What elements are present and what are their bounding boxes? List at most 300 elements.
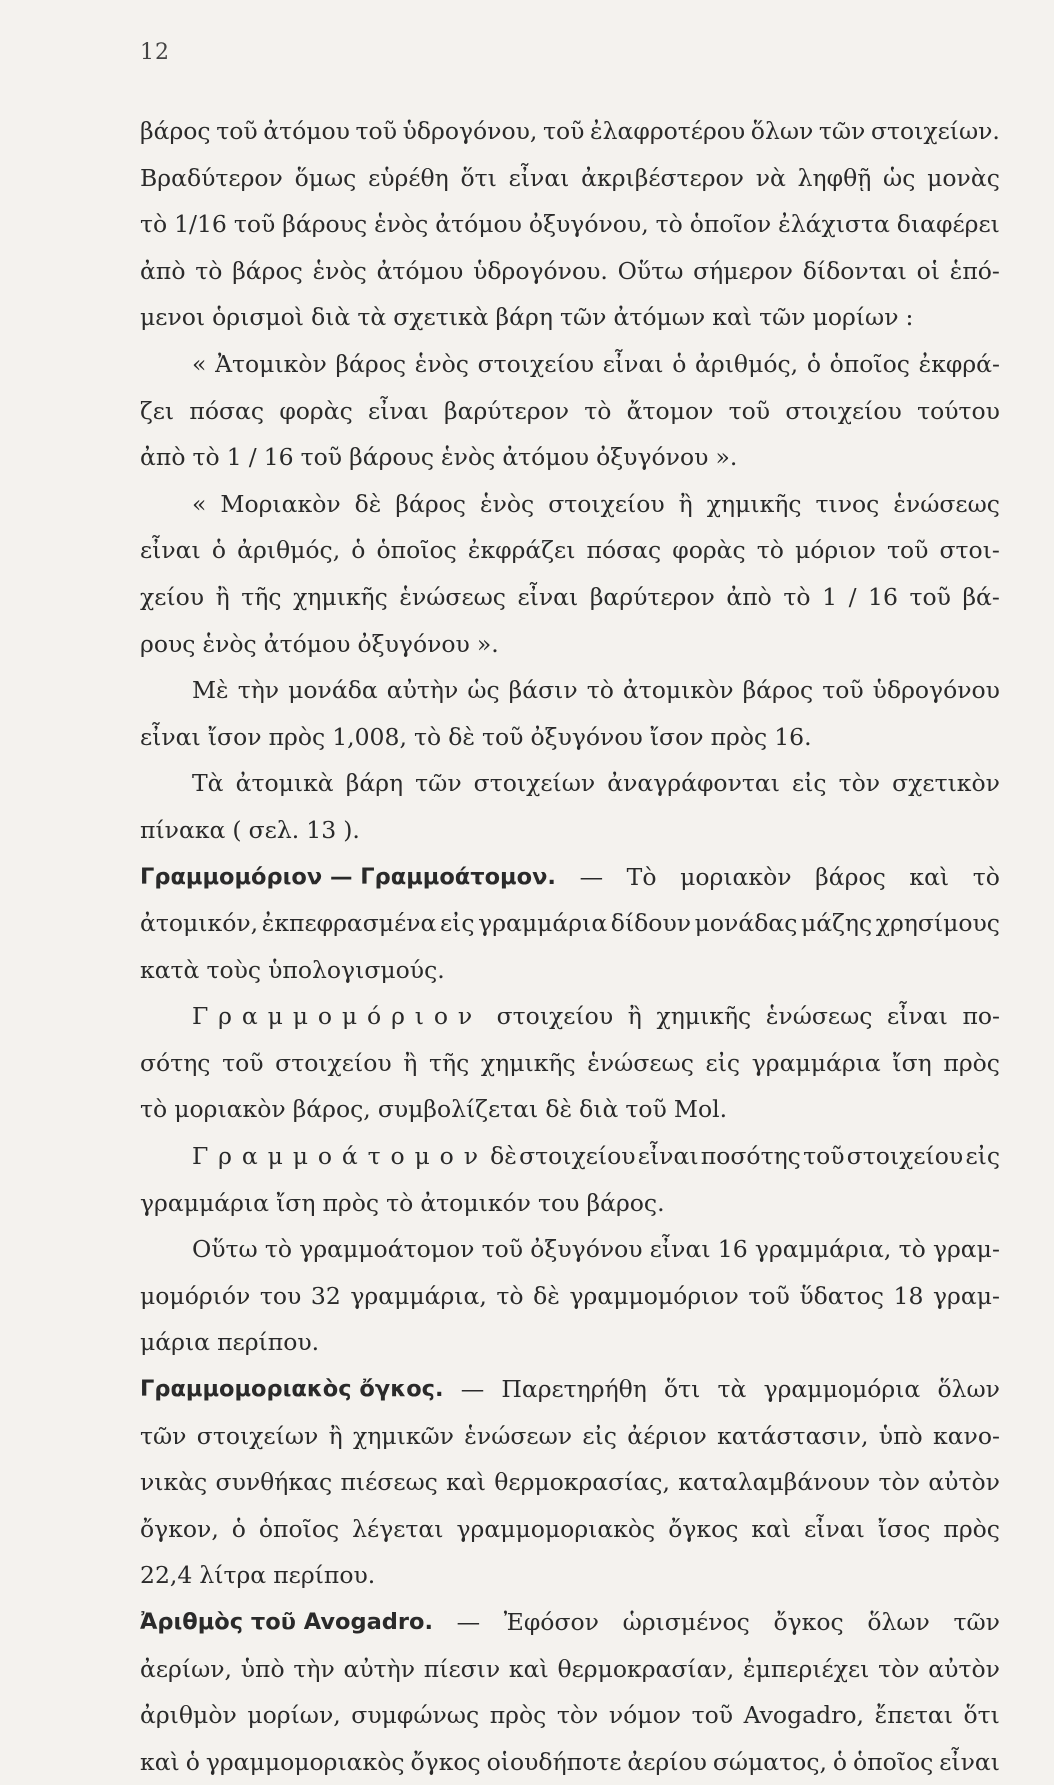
word: ὡρισμένος: [622, 1608, 750, 1636]
word: ἀτόμου: [263, 117, 350, 145]
word: ὅλων: [750, 117, 814, 145]
word: ».: [715, 443, 738, 472]
text-line: [140, 1506, 1000, 1553]
word: συμβολίζεται: [377, 1095, 539, 1124]
word: 1,008,: [332, 722, 407, 751]
word: βαρύτερον: [444, 396, 570, 425]
word: καὶ: [751, 1514, 792, 1543]
word: μάζης: [800, 909, 873, 938]
word: 1/16: [174, 210, 227, 239]
word: ὑδρογόνου.: [473, 256, 608, 285]
word: εἶναι: [140, 722, 201, 751]
spaced-term: Γραμμομόριον: [192, 1002, 483, 1031]
bold-heading: Γραμμομόριον — Γραμμοάτομον.: [140, 863, 556, 890]
word: αὐτὸν: [928, 1468, 1000, 1497]
word: 1: [822, 582, 838, 611]
word: στοι-: [939, 536, 1000, 565]
word: ὁποῖος: [376, 536, 457, 565]
word: αὐτὴν: [343, 1654, 416, 1683]
word: χημικῆς: [293, 582, 388, 611]
word: καὶ: [508, 1654, 549, 1683]
word: Μὲ: [192, 676, 229, 705]
word: ἀπὸ: [140, 443, 186, 472]
word: καὶ: [446, 1468, 486, 1497]
word: εἶναι: [602, 349, 664, 378]
word: σχετικὰ: [393, 303, 489, 332]
word: καταλαμβάνουν: [678, 1468, 871, 1497]
word: τοῦ: [542, 117, 585, 145]
word: ὑπὸ: [878, 1421, 923, 1450]
word: ἔπεται: [874, 1701, 953, 1730]
text-line: [140, 1459, 1000, 1506]
word: γραμ-: [932, 1235, 1000, 1264]
word: βαρύτερον: [589, 582, 715, 611]
word: ὀξυγόνου,: [528, 210, 649, 239]
text-line: [140, 1599, 1000, 1646]
word: Τὰ: [192, 769, 224, 798]
word: εἶναι: [939, 1747, 1000, 1776]
word: Βραδύτερον: [140, 163, 283, 192]
word: ἑνὸς: [312, 256, 367, 285]
word: μονὰς: [927, 163, 1000, 192]
bold-heading: Γραμμομοριακὸς ὄγκος.: [140, 1376, 444, 1403]
word: ἀναγράφονται: [607, 769, 780, 798]
word: ἑνὸς: [414, 349, 469, 378]
word: πίνακα: [140, 815, 226, 844]
word: βάρος.: [586, 1188, 665, 1217]
text-line: [140, 1552, 1000, 1599]
word: τῶν: [759, 303, 806, 332]
word: ὄγκον,: [140, 1514, 219, 1543]
word: περίπου.: [217, 1328, 320, 1357]
word: γραμμομόριον: [569, 1281, 739, 1310]
word: δὲ: [490, 1142, 517, 1171]
word: ὁ: [806, 349, 821, 378]
word: πο-: [962, 1002, 1000, 1031]
text-line: [140, 527, 1000, 574]
word: τῶν: [140, 1421, 187, 1450]
word: ἢ: [678, 489, 693, 518]
word: τοῦ: [728, 396, 771, 425]
word: νὰ: [755, 163, 786, 192]
word: τοῦ: [216, 117, 258, 145]
word: ὅτι: [664, 1375, 701, 1404]
word: τὰ: [717, 1375, 747, 1404]
word: ὅτι: [460, 163, 497, 192]
word: τοῦ: [481, 1235, 524, 1264]
word: τούτου: [917, 396, 1000, 425]
word: τὸ: [413, 722, 442, 751]
word: ἀτόμου: [502, 443, 590, 472]
word: στοιχείων.: [870, 117, 1000, 145]
word: τοῦ: [803, 1142, 845, 1171]
word: —: [579, 862, 604, 891]
text-line: [140, 574, 1000, 621]
word: ὀξυγόνου: [357, 629, 470, 658]
word: μόριον: [795, 536, 876, 565]
word: ἀτόμου: [263, 629, 351, 658]
word: τοῦ: [222, 1048, 264, 1077]
word: Οὕτω: [192, 1235, 258, 1264]
word: 13: [306, 815, 337, 844]
word: ὡς: [883, 163, 916, 192]
word: ).: [343, 815, 360, 844]
word: δὲ: [545, 1095, 573, 1124]
word: ἀερίων,: [140, 1654, 232, 1683]
word: ἀτόμων: [613, 303, 706, 332]
word: εἶναι: [508, 163, 570, 192]
word: ἢ: [627, 1002, 642, 1031]
word: χείου: [140, 582, 205, 611]
word: τὸ: [584, 396, 612, 425]
word: νικὰς: [140, 1468, 208, 1497]
word: διαφέρει: [896, 210, 1000, 239]
word: του: [259, 1281, 302, 1310]
word: ἴσος: [877, 1514, 931, 1543]
body-text: [140, 108, 1000, 1785]
word: δίδονται: [802, 256, 907, 285]
word: συνθήκας: [215, 1468, 333, 1497]
word: μοριακὸν: [680, 862, 792, 891]
text-line: [140, 1692, 1000, 1739]
word: γραμμομοριακὸς: [205, 1747, 405, 1776]
word: ἀριθμός,: [237, 536, 341, 565]
word: τὸν: [556, 1701, 599, 1730]
word: τὸ: [898, 1235, 926, 1264]
word: ἐκφρά-: [918, 349, 1000, 378]
word: τοῦ: [909, 582, 951, 611]
word: ὀξυγόνου: [530, 722, 643, 751]
word: ὁποῖον: [689, 210, 772, 239]
word: τοῦ: [300, 443, 343, 472]
text-line: [140, 1319, 1000, 1366]
text-line: [140, 1646, 1000, 1693]
word: βάρος,: [292, 1095, 371, 1124]
text-line: [140, 1086, 1000, 1133]
word: σώματος,: [712, 1747, 827, 1776]
word: ζει: [140, 396, 175, 425]
word: ὕδατος: [799, 1281, 884, 1310]
word: πίεσιν: [423, 1654, 501, 1683]
word: ἄτομον: [626, 396, 714, 425]
word: γραμμάρια: [478, 909, 608, 938]
text-line: [140, 1273, 1000, 1320]
word: γραμμομόρια: [763, 1375, 921, 1404]
word: πρὸς: [710, 722, 768, 751]
word: πρὸς: [943, 1514, 1000, 1543]
word: 1: [226, 443, 242, 472]
word: τινος: [815, 489, 880, 518]
word: εἶναι: [368, 396, 429, 425]
text-line: [140, 1180, 1000, 1227]
word: ἀτόμου: [376, 256, 464, 285]
text-line: [140, 900, 1000, 947]
word: βάρους: [282, 210, 368, 239]
word: Mol.: [673, 1095, 728, 1124]
word: αὐτὴν: [386, 676, 459, 705]
word: εἶναι: [649, 1235, 711, 1264]
text-line: [140, 1226, 1000, 1273]
word: ὁ: [231, 1514, 246, 1543]
text-line: [140, 1040, 1000, 1087]
word: 16.: [774, 722, 812, 751]
word: χημικῆς: [656, 1002, 752, 1031]
text-line: [140, 481, 1000, 528]
word: τοῦ: [748, 1281, 790, 1310]
word: καὶ: [909, 862, 950, 891]
spaced-term: Γραμμοάτομον: [192, 1142, 488, 1171]
word: νόμον: [608, 1701, 682, 1730]
word: ἑνώσεως: [587, 1048, 694, 1077]
word: τοῦ: [822, 676, 864, 705]
word: φορὰς: [279, 396, 353, 425]
word: ἀριθμὸν: [140, 1701, 237, 1730]
word: ἀκριβέστερον: [581, 163, 744, 192]
word: κατάστασιν,: [717, 1421, 869, 1450]
text-line: [140, 248, 1000, 295]
word: χημικῶν: [353, 1421, 454, 1450]
text-line: [140, 201, 1000, 248]
word: εἶναι: [804, 1514, 865, 1543]
word: εἰς: [440, 909, 475, 938]
text-line: [140, 388, 1000, 435]
word: κατὰ: [140, 955, 200, 984]
word: ἑνώσεως: [765, 1002, 873, 1031]
word: γραμ-: [933, 1281, 1000, 1310]
word: τοῦ: [691, 1701, 734, 1730]
text-line: [140, 807, 1000, 854]
word: τὸ: [264, 1235, 293, 1264]
word: εἰς: [582, 1421, 617, 1450]
word: ἴσον: [649, 722, 704, 751]
word: τὸ: [586, 676, 614, 705]
word: 16: [263, 443, 294, 472]
word: ὑδρογόνου: [872, 676, 1000, 705]
word: βάρος: [742, 676, 814, 705]
word: ὄγκος: [773, 1608, 844, 1636]
word: τοὺς: [206, 955, 262, 984]
word: περίπου.: [273, 1561, 376, 1590]
word: ὑδρογόνου,: [402, 117, 538, 145]
word: μορίων,: [247, 1701, 341, 1730]
word: βάρη: [345, 769, 404, 798]
word: στοιχείου: [785, 396, 902, 425]
word: ἀτόμου: [435, 210, 522, 239]
word: στοιχείων: [196, 1421, 319, 1450]
word: ὅτι: [963, 1701, 1000, 1730]
text-line: [140, 1413, 1000, 1460]
word: λίτρα: [199, 1561, 267, 1590]
word: στοιχείου: [846, 1142, 964, 1171]
text-line: [140, 667, 1000, 714]
word: ἐκφράζει: [467, 536, 576, 565]
word: σελ.: [248, 815, 300, 844]
word: σήμερον: [693, 256, 793, 285]
text-line: [140, 434, 1000, 481]
word: ληφθῇ: [797, 163, 872, 192]
word: τῆς: [429, 1048, 470, 1077]
word: τὴν: [237, 676, 280, 705]
word: τὴν: [293, 1654, 335, 1683]
word: οἱ: [916, 256, 940, 285]
word: ἀτομικὸν: [622, 676, 734, 705]
word: στοιχείου: [275, 1048, 392, 1077]
word: τὰ: [357, 303, 387, 332]
word: γραμμάρια: [751, 1048, 881, 1077]
text-line: [140, 714, 1000, 761]
word: πόσας: [189, 396, 265, 425]
word: εὑρέθη: [368, 163, 449, 192]
word: τὸ: [140, 210, 168, 239]
word: δὲ: [533, 1281, 560, 1310]
word: μομόριόν: [140, 1281, 251, 1310]
word: τοῦ: [355, 117, 397, 145]
text-line: [140, 1133, 1000, 1180]
word: φορὰς: [672, 536, 746, 565]
word: ἑνώσεως: [399, 582, 506, 611]
word: ὁ: [351, 536, 366, 565]
word: Ἀτομικὸν: [215, 349, 327, 378]
word: ὄγκος: [668, 1514, 739, 1543]
word: τὸ: [756, 536, 784, 565]
word: τὸ: [655, 210, 683, 239]
word: ὁποῖος: [853, 1747, 934, 1776]
word: ὀξυγόνου: [530, 1235, 643, 1264]
word: στοιχείου: [519, 1142, 636, 1171]
word: χημικῆς: [480, 1048, 576, 1077]
word: σχετικὸν: [892, 769, 1000, 798]
word: —: [460, 1375, 485, 1404]
word: τῶν: [559, 303, 607, 332]
word: γραμμάρια: [140, 1188, 270, 1217]
word: ὅλων: [937, 1375, 1000, 1404]
word: ἀτομικόν: [420, 1188, 531, 1217]
word: τὸν: [838, 769, 881, 798]
word: εἶναι: [887, 1002, 948, 1031]
word: δίδουν: [610, 909, 692, 938]
word: χημικῆς: [706, 489, 802, 518]
word: στοιχείου: [496, 1002, 614, 1031]
word: γραμμομοριακὸς: [456, 1514, 656, 1543]
word: ἑνὸς: [202, 629, 257, 658]
word: τὸ: [386, 1188, 414, 1217]
word: αὐτὸν: [928, 1654, 1000, 1683]
word: ὁποῖος: [829, 349, 910, 378]
word: τὸν: [878, 1654, 920, 1683]
word: τὸ: [496, 1281, 524, 1310]
word: ἢ: [215, 582, 230, 611]
word: τὸ: [972, 862, 1000, 891]
word: διὰ: [311, 303, 351, 332]
word: εἰς: [965, 1142, 1000, 1171]
word: :: [905, 303, 914, 332]
word: ἑνὸς: [374, 210, 429, 239]
text-line: [140, 947, 1000, 994]
word: συμφώνως: [351, 1701, 480, 1730]
word: τῶν: [818, 117, 866, 145]
text-line: [140, 993, 1000, 1040]
word: βάρος: [140, 117, 211, 145]
word: τῆς: [241, 582, 282, 611]
word: πρὸς: [489, 1701, 547, 1730]
word: 18: [893, 1281, 924, 1310]
word: τὸ: [140, 1095, 168, 1124]
word: 22,4: [140, 1561, 193, 1590]
text-line: [140, 760, 1000, 807]
word: γραμμάρια,: [350, 1281, 487, 1310]
word: ἢ: [328, 1421, 343, 1450]
word: ὁ: [211, 536, 226, 565]
text-line: [140, 1366, 1000, 1413]
word: στοιχείου: [548, 489, 665, 518]
word: στοιχείων: [473, 769, 596, 798]
word: ἀέριον: [627, 1421, 707, 1450]
text-line: [140, 854, 1000, 901]
word: 32: [310, 1281, 341, 1310]
word: τοῦ: [625, 1095, 667, 1124]
text-line: [140, 341, 1000, 388]
word: ἴσον: [207, 722, 262, 751]
word: πιέσεως: [340, 1468, 438, 1497]
word: ἐκπεφρασμένα: [261, 909, 437, 938]
word: τοῦ: [482, 722, 524, 751]
word: ὡς: [467, 676, 500, 705]
word: Τὸ: [626, 862, 657, 891]
word: ἀερίου: [627, 1747, 707, 1776]
word: /: [848, 582, 857, 611]
word: Ἐφόσον: [503, 1608, 599, 1636]
text-line: [140, 155, 1000, 202]
word: μάρια: [140, 1328, 211, 1357]
word: χρησίμους: [875, 909, 1000, 938]
word: «: [192, 489, 207, 518]
word: ὑπὸ: [240, 1654, 285, 1683]
word: ἴση: [276, 1188, 316, 1217]
word: μονάδας: [694, 909, 798, 938]
word: κανο-: [933, 1421, 1000, 1450]
word: ὁρισμοὶ: [212, 303, 305, 332]
word: 16: [868, 582, 898, 611]
word: βά-: [962, 582, 1000, 611]
word: Μοριακὸν: [220, 489, 341, 518]
word: ὄγκος: [410, 1747, 481, 1776]
word: οἱουδήποτε: [486, 1747, 622, 1776]
word: ».: [476, 629, 499, 658]
word: πρὸς: [268, 722, 326, 751]
word: ὁ: [832, 1747, 848, 1776]
page-number: 12: [140, 40, 170, 65]
text-line: [140, 294, 1000, 341]
word: τῶν: [415, 769, 462, 798]
word: —: [456, 1608, 481, 1636]
word: τὸ: [783, 582, 811, 611]
word: ἑνὸς: [479, 489, 535, 518]
word: 16: [717, 1235, 748, 1264]
word: πρὸς: [322, 1188, 380, 1217]
word: δὲ: [354, 489, 382, 518]
word: ὁ: [672, 349, 687, 378]
word: ἐλαφροτέρου: [589, 117, 746, 145]
word: (: [232, 815, 242, 844]
word: ἑνὸς: [441, 443, 496, 472]
word: ὅμως: [294, 163, 357, 192]
word: βάρος: [815, 862, 886, 891]
word: βάσιν: [508, 676, 578, 705]
word: ἀτομικόν,: [140, 909, 259, 938]
word: ἀπὸ: [726, 582, 772, 611]
word: θερμοκρασίαν,: [557, 1654, 735, 1683]
word: τὸ: [195, 256, 223, 285]
